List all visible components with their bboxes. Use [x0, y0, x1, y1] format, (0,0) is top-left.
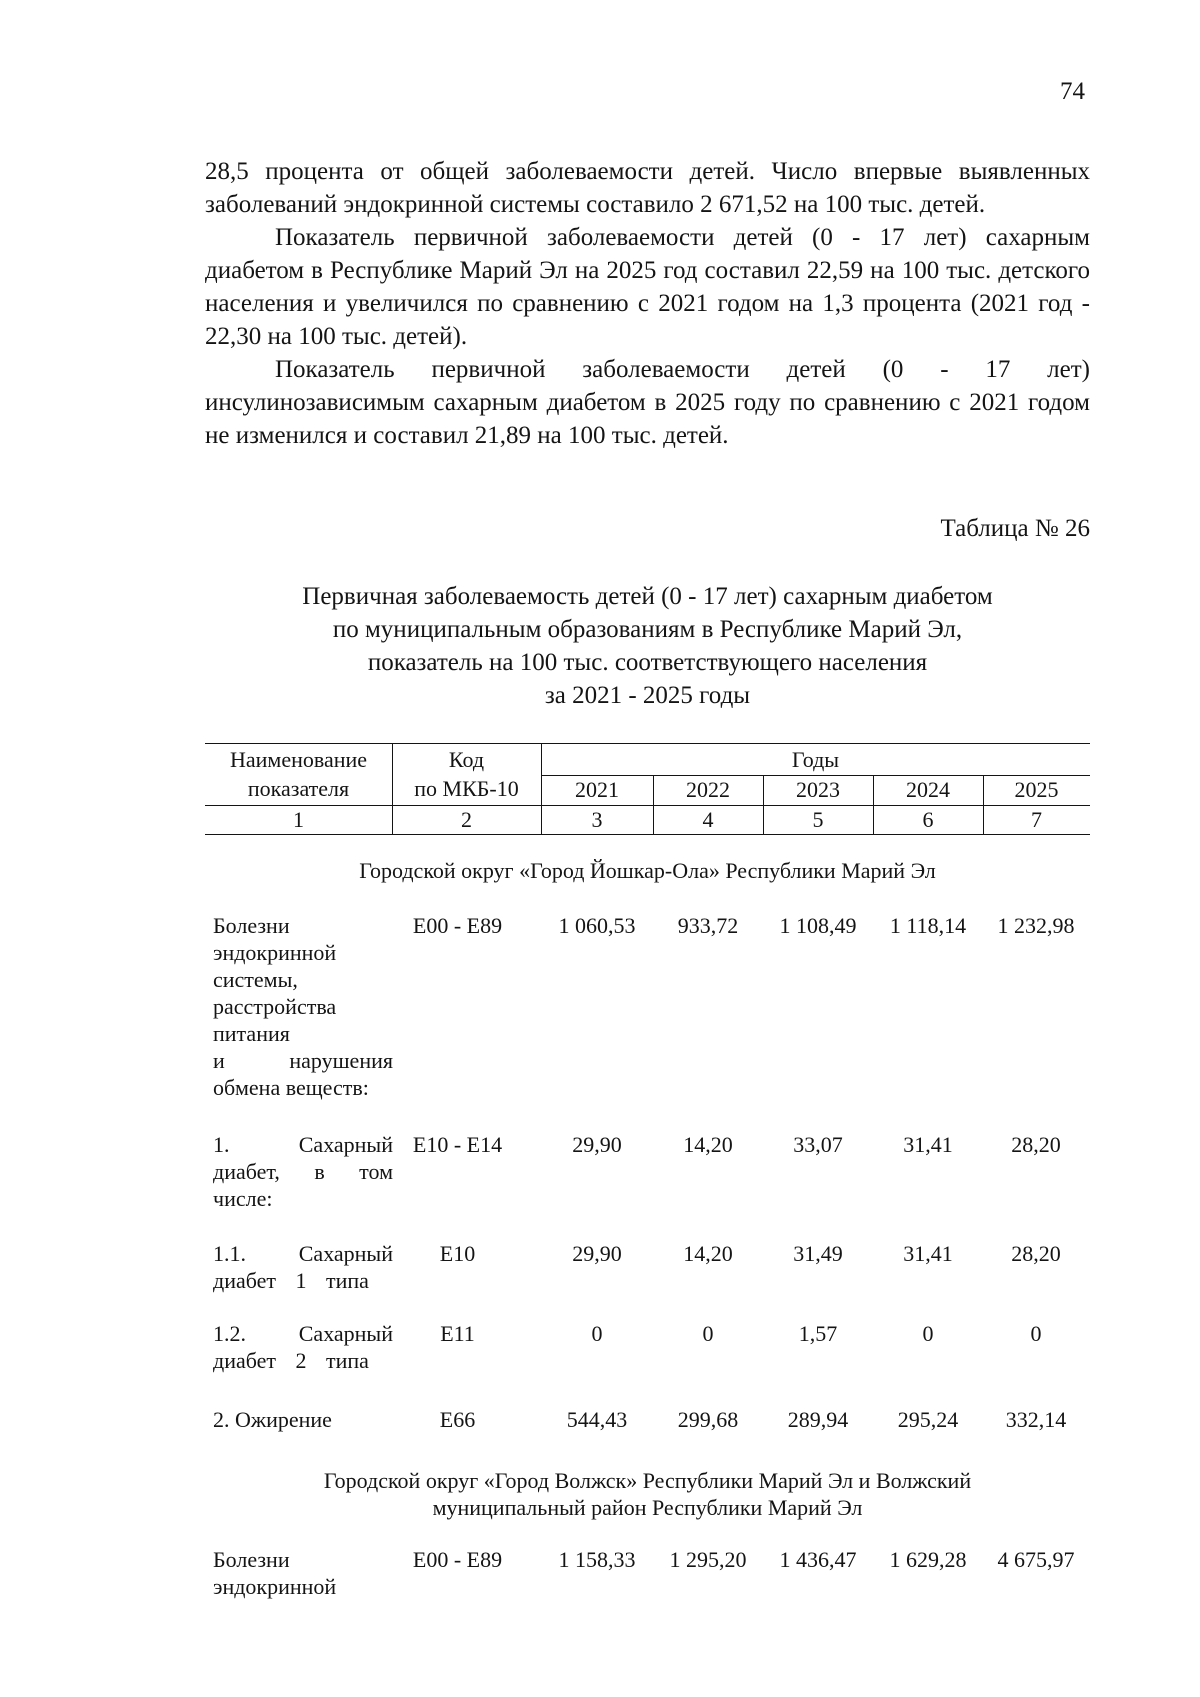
table-label: Таблица № 26 — [940, 515, 1090, 542]
row-name-line: эндокринной — [213, 1574, 337, 1599]
header-year: 2023 — [796, 777, 840, 802]
row-value: 1,57 — [798, 1321, 838, 1346]
row-value: 933,72 — [677, 913, 739, 938]
body-text — [205, 155, 1090, 452]
table-header — [205, 743, 1090, 835]
table-title-line: показатель на 100 тыс. соответствующего населения — [367, 649, 928, 676]
paragraph-2: Показатель первичной заболеваемости детей (0 - 17 лет) сахарным диабетом в Республике Марий Эл на 2025 год составил 22,59 на 100 тыс. детского населения и увеличился по сравнению с 2021 годом на 1,3 процента (2021 год - 22,30 на 100 тыс. детей). — [205, 224, 1090, 350]
row-value: 1 232,98 — [997, 913, 1075, 938]
row-name-line: 1.1. Сахарный — [213, 1241, 393, 1266]
row-name-line: Болезни — [213, 1547, 290, 1572]
page-number: 74 — [1060, 78, 1085, 105]
section-title-line: муниципальный район Республики Марий Эл — [432, 1495, 863, 1520]
row-value: 29,90 — [572, 1241, 622, 1266]
row-name-line: 1.2. Сахарный — [213, 1321, 393, 1346]
row-code: E10 - E14 — [412, 1132, 503, 1157]
row-value: 299,68 — [677, 1407, 739, 1432]
header-years-group: Годы — [791, 747, 840, 772]
row-name-line: числе: — [213, 1186, 273, 1211]
header-col-number: 1 — [293, 807, 304, 832]
paragraph-1: 28,5 процента от общей заболеваемости детей. Число впервые выявленных заболеваний эндокринной системы составило 2 671,52 на 100 тыс. детей. — [205, 158, 1090, 218]
row-value: 4 675,97 — [997, 1547, 1075, 1572]
row-name-line: и нарушения — [213, 1048, 393, 1073]
section-title — [205, 857, 1090, 884]
row-value: 14,20 — [683, 1132, 733, 1157]
section-title-line: Городской округ «Город Волжск» Республики Марий Эл и Волжский — [323, 1468, 972, 1493]
row-value: 289,94 — [787, 1407, 849, 1432]
row-value: 1 629,28 — [889, 1547, 967, 1572]
header-year: 2022 — [686, 777, 730, 802]
row-name — [213, 1131, 393, 1212]
header-code-label: Код — [448, 747, 485, 772]
row-name-line: 1. Сахарный — [213, 1132, 393, 1157]
row-code: E00 - E89 — [412, 1547, 503, 1572]
row-code: E00 - E89 — [412, 913, 503, 938]
table-title-line: за 2021 - 2025 годы — [544, 682, 751, 709]
row-name-line: Болезни — [213, 913, 290, 938]
header-year: 2025 — [1014, 777, 1059, 802]
row-value: 544,43 — [566, 1407, 628, 1432]
row-name-line: расстройства — [213, 994, 337, 1019]
header-col-number: 5 — [812, 807, 824, 832]
section-title — [205, 1467, 1090, 1521]
row-name — [213, 912, 393, 1101]
row-value: 1 118,14 — [889, 913, 967, 938]
row-value: 14,20 — [683, 1241, 733, 1266]
header-col-number: 6 — [922, 807, 934, 832]
row-code: E10 — [439, 1241, 476, 1266]
row-value: 1 158,33 — [558, 1547, 636, 1572]
table-title-line: Первичная заболеваемость детей (0 - 17 лет) сахарным диабетом — [302, 583, 993, 610]
table-title — [205, 580, 1090, 712]
row-value: 1 295,20 — [669, 1547, 747, 1572]
row-value: 31,41 — [903, 1132, 953, 1157]
row-value: 1 108,49 — [779, 913, 857, 938]
row-value: 28,20 — [1011, 1132, 1061, 1157]
row-value: 33,07 — [793, 1132, 843, 1157]
header-name-label: показателя — [247, 776, 350, 801]
row-value: 0 — [1030, 1321, 1042, 1346]
header-col-number: 2 — [461, 807, 472, 832]
row-value: 1 436,47 — [779, 1547, 857, 1572]
row-value: 295,24 — [897, 1407, 959, 1432]
row-value: 1 060,53 — [558, 913, 636, 938]
header-year: 2021 — [575, 777, 619, 802]
row-value: 332,14 — [1005, 1407, 1067, 1432]
row-name-line: эндокринной — [213, 940, 337, 965]
header-bottom-rule — [205, 834, 1090, 835]
header-col-number: 4 — [702, 807, 714, 832]
section-title-line: Городской округ «Город Йошкар-Ола» Республики Марий Эл — [359, 858, 936, 883]
header-year: 2024 — [906, 777, 950, 802]
row-value: 31,41 — [903, 1241, 953, 1266]
row-name-line: 2. Ожирение — [213, 1407, 332, 1432]
row-name-line: диабет 2 типа — [213, 1348, 369, 1373]
row-name-line: обмена веществ: — [213, 1075, 369, 1100]
row-code: E11 — [440, 1321, 475, 1346]
paragraph-3: Показатель первичной заболеваемости детей (0 - 17 лет) инсулинозависимым сахарным диабетом в 2025 году по сравнению с 2021 годом не изменился и составил 21,89 на 100 тыс. детей. — [205, 356, 1090, 449]
table-title-line: по муниципальным образованиям в Республике Марий Эл, — [332, 616, 963, 643]
row-value: 29,90 — [572, 1132, 622, 1157]
header-col-number: 7 — [1031, 807, 1042, 832]
header-code-label: по МКБ-10 — [414, 776, 519, 801]
row-value: 28,20 — [1011, 1241, 1061, 1266]
header-name-label: Наименование — [229, 747, 368, 772]
row-value: 0 — [591, 1321, 603, 1346]
row-value: 0 — [922, 1321, 934, 1346]
row-value: 31,49 — [793, 1241, 843, 1266]
row-name-line: системы, — [213, 967, 298, 992]
row-name — [213, 1546, 393, 1600]
row-name-line: питания — [213, 1021, 290, 1046]
row-code: E66 — [439, 1407, 476, 1432]
row-name — [213, 1240, 393, 1294]
row-name — [213, 1320, 393, 1374]
row-name-line: диабет 1 типа — [213, 1268, 369, 1293]
header-col-number: 3 — [591, 807, 603, 832]
header-top-rule — [205, 743, 1090, 744]
row-name — [213, 1406, 393, 1433]
row-value: 0 — [702, 1321, 714, 1346]
row-name-line: диабет, в том — [213, 1159, 393, 1184]
